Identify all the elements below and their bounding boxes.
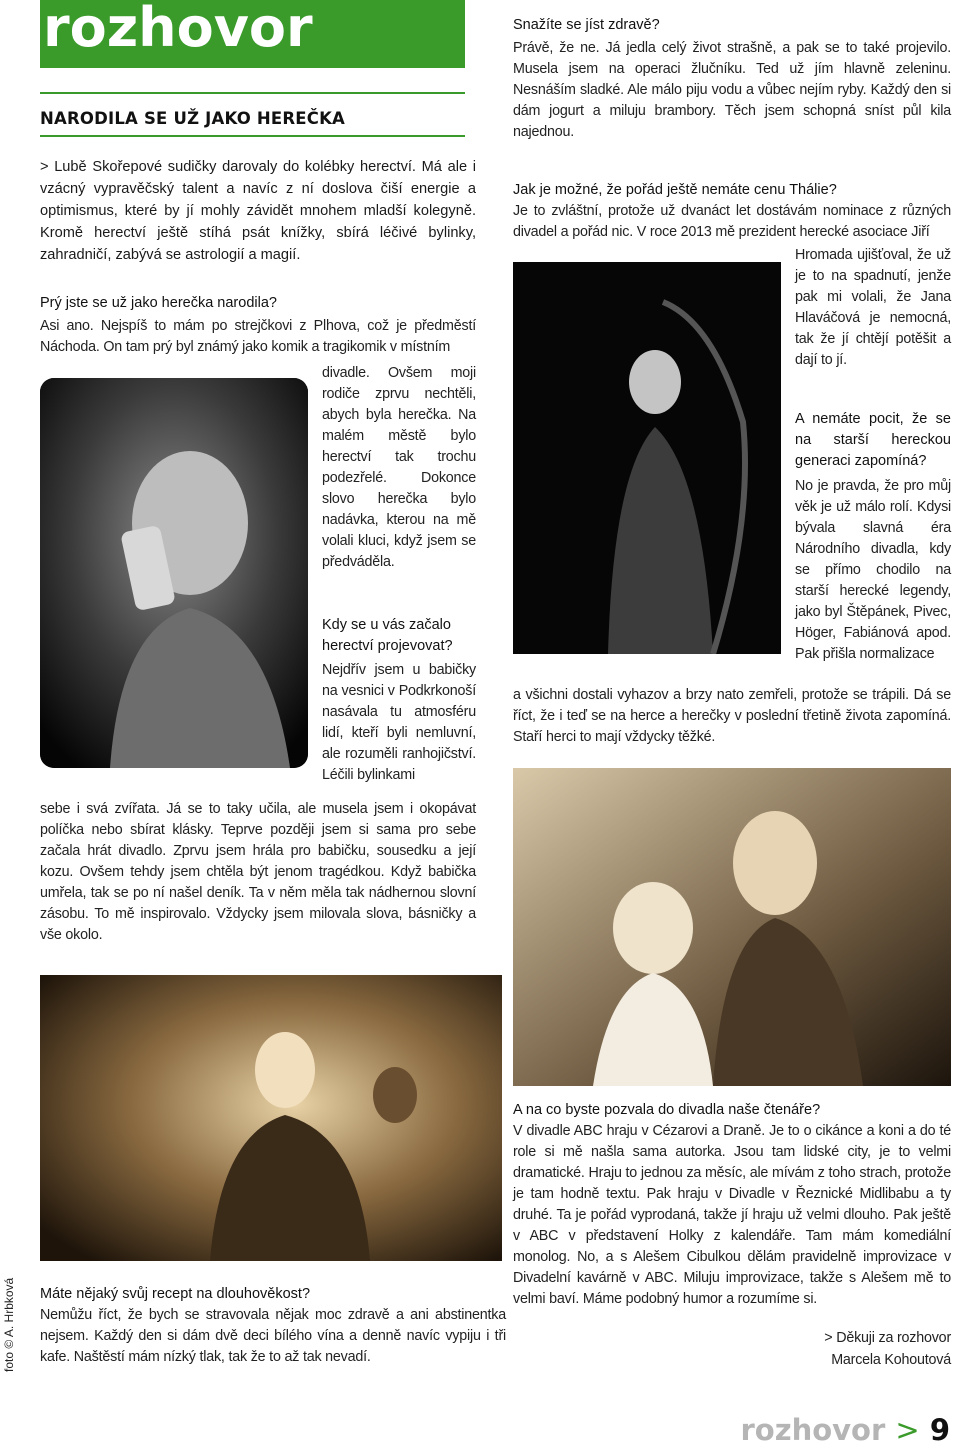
page-number: 9 — [929, 1413, 950, 1447]
answer-5-full: Je to zvláštní, protože už dvanáct let dostávám nominace z různých divadel a pořád nic. V roce 2013 mě prezident herecké asociace Jiří — [513, 203, 951, 240]
thanks-line: > Děkuji za rozhovor — [824, 1330, 951, 1346]
question-7: A na co byste pozvala do divadla naše čtenáře? — [513, 1102, 821, 1118]
answer-7: V divadle ABC hraju v Cézarovi a Draně. Je to o cikánce a koni a do té role si mě našla sama autorka. Jsou tam lidské city, je to velmi dramatické. Hraju to jednou za měsíc, ale mívám z toho strach, protože je tam hodně textu. Pak hraju v Divadle v Řeznické Midlibabu a ty druhé. Ta je pořád vyprodaná, takže jí hraju už velmi dlouho. Pak ještě v ABC v představení Holky z kalendáře. Tam mám komediální monolog. No, a s Alešem Cibulkou dělám pravidelně improvizace v Divadelní kavárně v ABC. Miluju improvizace, takže s Alešem mě to velmi baví. Máme podobný humor a rozumíme si. — [513, 1123, 951, 1307]
photo-credit — [2, 1262, 20, 1372]
photo-portrait-holding-glass — [40, 378, 308, 768]
header-rule — [40, 92, 465, 94]
photo-stage-costume — [513, 262, 781, 654]
footer-section: rozhovor — [740, 1413, 886, 1447]
photo-credit-text: foto © A. Hrbková — [2, 1277, 16, 1372]
answer-2-side: Nejdřív jsem u babičky na vesnici v Podkrkonoší nasávala tu atmosféru lidí, kteří byli nemluvní, ale rozuměli ranhojičství. Léčili bylinkami — [322, 662, 476, 783]
question-1: Prý jste se už jako herečka narodila? — [40, 295, 277, 311]
question-3: Máte nějaký svůj recept na dlouhověkost? — [40, 1286, 311, 1302]
author-name: Marcela Kohoutová — [831, 1352, 951, 1368]
question-2: Kdy se u vás začalo herectví projevovat? — [322, 617, 453, 654]
answer-5-side: Hromada ujišťoval, že už je to na spadnutí, jenže pak mi volali, že Jana Hlaváčová je nemocná, tak že jí chtějí potěšit a dají to jí. — [795, 247, 951, 368]
question-4: Snažíte se jíst zdravě? — [513, 17, 660, 33]
section-banner — [40, 0, 465, 68]
answer-4: Právě, že ne. Já jedla celý život strašně, a pak se to také projevilo. Musela jsem na operaci žlučníku. Ted už jím hlavně zeleninu. Nesnáším sladké. Ale málo piju vodu a vůbec nejím ryby. Každý den si dám jogurt a miluju brambory. Těch jsem schopná sníst půl kila najednou. — [513, 40, 951, 140]
answer-2-full: sebe i svá zvířata. Já se to taky učila, ale musela jsem i okopávat políčka nebo sbírat klásky. Teprve později jsem si sama pro sebe začala hrát divadlo. Zprvu jsem hrála pro babičku, sousedku a její kozu. Ovšem tehdy jsem chtěla být jenom tragédkou. Když babička umřela, tak se po ní našel deník. Ta v něm měla tak nádhernou slovní zásobu. To mě inspirovalo. Vždycky jsem milovala slova, básničky a vše okolo. — [40, 801, 476, 943]
answer-3: Nemůžu říct, že bych se stravovala nějak moc zdravě a ani abstinentka nejsem. Každý den si dám dvě deci bílého vína a denně navíc vypiju i tři kafe. Naštěstí mám nízký tlak, tak že to až tak nevadí. — [40, 1307, 506, 1365]
title-rule — [40, 135, 465, 137]
answer-1-full: Asi ano. Nejspíš to mám po strejčkovi z Plhova, což je předměstí Náchoda. On tam prý byl známý jako komik a tragikomik v místním — [40, 318, 476, 355]
photo-with-child — [513, 768, 951, 1086]
answer-6-full: a všichni dostali vyhazov a brzy nato zemřeli, protože se trápili. Dá se říct, že i teď se na herce a herečky v poslední třetině života zapomíná. Staří herci to mají vždycky těžké. — [513, 687, 951, 745]
question-5: Jak je možné, že pořád ještě nemáte cenu Thálie? — [513, 182, 837, 198]
question-6: A nemáte pocit, že se na starší hereckou generaci zapomíná? — [795, 411, 951, 469]
article-title: NARODILA SE UŽ JAKO HEREČKA — [40, 109, 346, 128]
page-footer — [740, 1413, 950, 1447]
photo-singing-with-microphone — [40, 975, 502, 1261]
answer-1-side: divadle. Ovšem moji rodiče zprvu nechtěli, abych byla herečka. Na malém městě bylo herectví tak trochu podezřelé. Dokonce slovo herečka bylo nadávka, kterou na mě volali kluci, když jsem se předváděla. — [322, 365, 476, 570]
footer-separator: > — [895, 1413, 920, 1447]
answer-6-side: No je pravda, že pro můj věk je už málo rolí. Kdysi bývala slavná éra Národního divadla, kdy se přímo chodilo na starší herecké legendy, jako byl Štěpánek, Pivec, Höger, Fabiánová apod. Pak přišla normalizace — [795, 478, 951, 662]
lead-paragraph: > Lubě Skořepové sudičky darovaly do kolébky herectví. Má ale i vzácný vypravěčský talent a navíc z ní doslova čiší energie a optimismus, které by jí mohly závidět mnohem mladší kolegyně. Kromě herectví ještě stíhá psát knížky, sbírá léčivé bylinky, zahradničí, zabývá se astrologií a magií. — [40, 159, 476, 263]
section-title: rozhovor — [43, 0, 313, 59]
